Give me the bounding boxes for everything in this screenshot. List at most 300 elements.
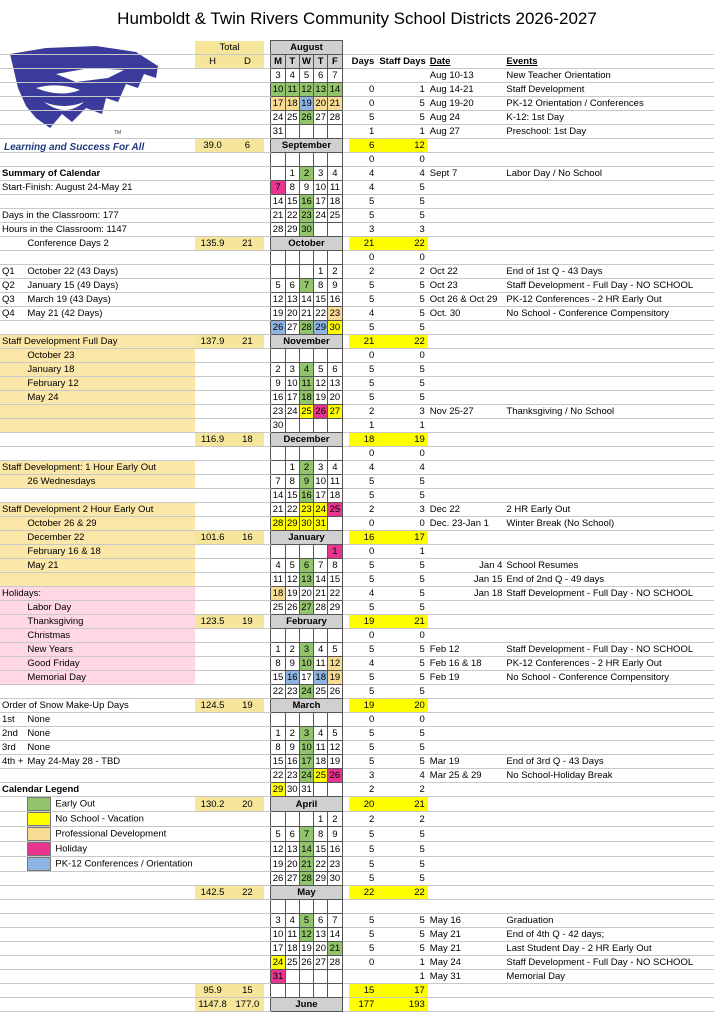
- day-cell: [314, 349, 328, 363]
- hours-total: 124.5: [195, 699, 231, 713]
- spacer: [264, 349, 271, 363]
- day-cell: [271, 713, 285, 727]
- day-cell: 26: [329, 686, 341, 697]
- days-total: 19: [230, 615, 264, 629]
- day-cell: 27: [286, 873, 298, 884]
- header-row: [0, 55, 714, 69]
- left-blank: [25, 956, 194, 970]
- day-cell: 18: [286, 98, 298, 109]
- staff-days-count: 5: [377, 377, 427, 391]
- event-date: [428, 615, 505, 629]
- day-cell: [285, 153, 299, 167]
- staff-days-count: 5: [377, 559, 427, 573]
- day-cell: 1: [285, 461, 299, 475]
- day-cell: 2: [328, 265, 342, 279]
- day-cell: 4: [314, 643, 328, 657]
- day-cell: 2: [328, 812, 342, 827]
- days-total: [230, 461, 264, 475]
- left-prefix: Q4: [0, 307, 25, 321]
- day-cell: [328, 970, 342, 984]
- day-cell: 9: [271, 377, 285, 391]
- spacer: [342, 377, 349, 391]
- days-count: 4: [349, 307, 378, 321]
- left-blank: [25, 900, 194, 914]
- event-description: No School-Holiday Break: [504, 769, 714, 783]
- day-cell: [299, 447, 313, 461]
- spacer: [342, 461, 349, 475]
- hours-total: [195, 643, 231, 657]
- day-cell: [328, 349, 342, 363]
- week-row: [0, 349, 714, 363]
- hours-total: [195, 685, 231, 699]
- legend-swatch: [27, 827, 51, 841]
- days-count: 5: [349, 914, 378, 928]
- hours-total: 142.5: [195, 886, 231, 900]
- days-total: [230, 657, 264, 671]
- day-cell: 23: [329, 858, 341, 870]
- left-label: Staff Development: 1 Hour Early Out: [0, 461, 195, 475]
- hours-total: [195, 391, 231, 405]
- spacer: [342, 755, 349, 769]
- day-cell: 23: [301, 504, 312, 515]
- days-count: 5: [349, 872, 378, 886]
- left-label: [25, 391, 194, 405]
- day-cell: 4: [285, 69, 299, 83]
- left-text: February 16 & 18: [27, 546, 101, 557]
- day-cell: [271, 167, 285, 181]
- day-cell: 19: [272, 308, 284, 319]
- event-date: [428, 153, 505, 167]
- h-header: H: [195, 55, 231, 69]
- staff-days-count: 1: [377, 419, 427, 433]
- days-total: [230, 111, 264, 125]
- spacer: [264, 914, 271, 928]
- days-count: 0: [349, 83, 378, 97]
- hours-total: 135.9: [195, 237, 231, 251]
- event-date: Sept 7: [428, 167, 505, 181]
- spacer: [264, 195, 271, 209]
- spacer: [342, 181, 349, 195]
- event-date: [428, 349, 505, 363]
- staff-days-count: 5: [377, 475, 427, 489]
- days-total: [230, 265, 264, 279]
- day-cell: 24: [301, 770, 312, 781]
- week-row: [0, 857, 714, 872]
- day-cell: 16: [329, 294, 341, 305]
- spacer: [264, 842, 271, 857]
- days-count: 22: [349, 886, 378, 900]
- hours-total: [195, 223, 231, 237]
- hours-total: [195, 307, 231, 321]
- staff-days-count: 4: [377, 167, 427, 181]
- day-cell: 17: [301, 756, 312, 767]
- day-cell: 28: [329, 112, 341, 123]
- left-label: [25, 293, 194, 307]
- spacer: [342, 769, 349, 783]
- days-count: 5: [349, 559, 378, 573]
- week-row: [0, 377, 714, 391]
- left-blank: [25, 872, 194, 886]
- day-cell: 1: [314, 265, 328, 279]
- day-cell: [328, 984, 342, 998]
- event-date: [428, 741, 505, 755]
- event-description: 2 HR Early Out: [504, 503, 714, 517]
- staff-days-count: 5: [377, 587, 427, 601]
- staff-days-count: 2: [377, 265, 427, 279]
- left-blank: [25, 984, 194, 998]
- spacer: [342, 601, 349, 615]
- days-count: 1: [349, 419, 378, 433]
- event-description: [504, 984, 714, 998]
- event-description: [504, 433, 714, 447]
- event-description: [504, 545, 714, 559]
- days-header: Days: [349, 55, 378, 69]
- left-label: Staff Development 2 Hour Early Out: [0, 503, 195, 517]
- left-prefix: [0, 531, 25, 545]
- days-count: 5: [349, 857, 378, 872]
- left-text: Thanksgiving: [27, 616, 84, 627]
- week-row: [0, 970, 714, 984]
- left-prefix: [0, 559, 25, 573]
- left-prefix: [0, 812, 25, 827]
- month-total-row: [0, 984, 714, 998]
- event-date: Jan 4: [428, 559, 505, 573]
- left-text: May 24-May 28 - TBD: [27, 756, 121, 767]
- days-total: [230, 223, 264, 237]
- event-date: [428, 713, 505, 727]
- day-cell: 27: [315, 957, 326, 968]
- spacer: [264, 573, 271, 587]
- day-cell: 27: [329, 406, 341, 417]
- left-blank: [0, 83, 25, 97]
- spacer: [264, 321, 271, 335]
- staff-days-count: 17: [377, 531, 427, 545]
- spacer: [264, 713, 271, 727]
- hours-total: [195, 265, 231, 279]
- day-cell: [299, 419, 313, 433]
- day-cell: 1: [285, 167, 299, 181]
- days-total: 20: [230, 797, 264, 812]
- day-cell: 28: [272, 518, 284, 529]
- days-count: 5: [349, 671, 378, 685]
- left-prefix: [0, 419, 25, 433]
- spacer: [342, 335, 349, 349]
- hours-total: [195, 125, 231, 139]
- day-cell: 10: [272, 929, 284, 940]
- hours-total: 39.0: [195, 139, 231, 153]
- spacer: [264, 83, 271, 97]
- left-prefix: [0, 405, 25, 419]
- spacer: [342, 195, 349, 209]
- day-cell: 12: [315, 378, 326, 389]
- hdr-blank: [377, 41, 427, 55]
- staff-days-count: 3: [377, 223, 427, 237]
- day-cell: 3: [314, 461, 328, 475]
- spacer: [264, 181, 271, 195]
- day-cell: [328, 713, 342, 727]
- days-total: 177.0: [230, 998, 264, 1012]
- event-description: [504, 363, 714, 377]
- week-row: [0, 671, 714, 685]
- left-prefix: [0, 237, 25, 251]
- hours-total: [195, 349, 231, 363]
- day-cell: 8: [271, 657, 285, 671]
- event-description: Staff Development - Full Day - NO SCHOOL: [504, 643, 714, 657]
- days-count: 4: [349, 461, 378, 475]
- days-total: [230, 489, 264, 503]
- event-date: Dec 22: [428, 503, 505, 517]
- left-prefix: 1st: [0, 713, 25, 727]
- days-count: [349, 69, 378, 83]
- days-total: [230, 928, 264, 942]
- week-row: [0, 812, 714, 827]
- day-cell: 19: [329, 756, 341, 767]
- event-description: [504, 447, 714, 461]
- day-cell: 13: [315, 84, 326, 95]
- left-label: [25, 573, 194, 587]
- left-blank: [25, 55, 194, 69]
- week-row: [0, 391, 714, 405]
- left-blank: [0, 970, 25, 984]
- days-total: [230, 419, 264, 433]
- week-row: [0, 629, 714, 643]
- hours-total: [195, 461, 231, 475]
- left-label: [25, 657, 194, 671]
- day-cell: 4: [328, 461, 342, 475]
- day-cell: 11: [328, 475, 342, 489]
- left-label: [25, 713, 194, 727]
- day-cell: [271, 153, 285, 167]
- month-total-row: [0, 531, 714, 545]
- event-description: Graduation: [504, 914, 714, 928]
- hours-total: 137.9: [195, 335, 231, 349]
- days-total: [230, 97, 264, 111]
- day-cell: 17: [301, 672, 312, 683]
- hours-total: [195, 69, 231, 83]
- left-blank: [0, 447, 25, 461]
- spacer: [342, 629, 349, 643]
- left-blank: [25, 998, 194, 1012]
- hours-total: [195, 111, 231, 125]
- day-cell: [299, 970, 313, 984]
- hours-total: [195, 857, 231, 872]
- event-description: [504, 335, 714, 349]
- days-total: [230, 671, 264, 685]
- left-prefix: [0, 671, 25, 685]
- staff-days-count: 5: [377, 195, 427, 209]
- days-total: [230, 900, 264, 914]
- left-label: [25, 842, 194, 857]
- left-text: May 21 (42 Days): [27, 308, 103, 319]
- week-row: [0, 827, 714, 842]
- left-text: Holiday: [55, 843, 88, 855]
- day-cell: [299, 545, 313, 559]
- spacer: [342, 265, 349, 279]
- left-blank: [0, 251, 25, 265]
- day-cell: 11: [285, 928, 299, 942]
- day-cell: 21: [329, 943, 341, 954]
- days-total: [230, 783, 264, 797]
- day-cell: 7: [299, 279, 313, 293]
- day-cell: [328, 223, 342, 237]
- month-total-row: [0, 433, 714, 447]
- days-count: 2: [349, 503, 378, 517]
- svg-text:TM: TM: [114, 130, 122, 136]
- day-cell: 12: [329, 658, 341, 669]
- spacer: [264, 489, 271, 503]
- days-count: 1: [349, 125, 378, 139]
- staff-days-count: 5: [377, 727, 427, 741]
- day-cell: 23: [286, 770, 298, 781]
- spacer: [264, 657, 271, 671]
- staff-days-count: 5: [377, 97, 427, 111]
- event-date: Mar 25 & 29: [428, 769, 505, 783]
- day-cell: [285, 251, 299, 265]
- hours-total: [195, 545, 231, 559]
- month-header: March: [271, 699, 342, 713]
- day-cell: 7: [328, 914, 342, 928]
- hours-total: [195, 83, 231, 97]
- week-row: [0, 601, 714, 615]
- day-cell: 25: [329, 504, 341, 515]
- hours-total: [195, 377, 231, 391]
- days-count: 19: [349, 615, 378, 629]
- left-blank: [0, 125, 25, 139]
- day-cell: 17: [272, 98, 284, 109]
- spacer: [264, 377, 271, 391]
- day-cell: 20: [301, 588, 312, 599]
- event-date: [428, 531, 505, 545]
- event-date: [428, 900, 505, 914]
- spacer: [342, 419, 349, 433]
- left-blank: [25, 153, 194, 167]
- day-cell: 10: [315, 476, 326, 487]
- staff-days-count: 22: [377, 335, 427, 349]
- day-cell: 5: [314, 363, 328, 377]
- spacer: [264, 629, 271, 643]
- month-header: August: [271, 41, 342, 55]
- week-row: [0, 769, 714, 783]
- left-label: [25, 629, 194, 643]
- days-count: 2: [349, 265, 378, 279]
- spacer: [264, 900, 271, 914]
- days-count: 5: [349, 842, 378, 857]
- days-total: [230, 293, 264, 307]
- event-date: [428, 489, 505, 503]
- spacer: [264, 827, 271, 842]
- event-date: Aug 27: [428, 125, 505, 139]
- event-description: [504, 531, 714, 545]
- day-cell: 3: [314, 167, 328, 181]
- week-row: [0, 195, 714, 209]
- left-blank: [0, 195, 25, 209]
- day-cell: [285, 419, 299, 433]
- left-label: [25, 517, 194, 531]
- spacer: [342, 69, 349, 83]
- left-blank: [0, 321, 25, 335]
- days-count: 0: [349, 956, 378, 970]
- event-date: Aug 19-20: [428, 97, 505, 111]
- hours-total: [195, 928, 231, 942]
- event-date: [428, 181, 505, 195]
- left-text: Christmas: [27, 630, 71, 641]
- days-count: 5: [349, 293, 378, 307]
- days-count: 5: [349, 601, 378, 615]
- hours-total: [195, 559, 231, 573]
- hours-total: 123.5: [195, 615, 231, 629]
- days-total: [230, 405, 264, 419]
- left-blank: [0, 69, 25, 83]
- day-cell: 6: [314, 69, 328, 83]
- staff-days-header: Staff Days: [379, 56, 426, 67]
- day-cell: 21: [301, 308, 312, 319]
- days-total: [230, 349, 264, 363]
- day-cell: [285, 629, 299, 643]
- hours-total: [195, 573, 231, 587]
- days-total: [230, 956, 264, 970]
- staff-days-count: 0: [377, 251, 427, 265]
- left-prefix: 2nd: [0, 727, 25, 741]
- staff-days-count: 5: [377, 489, 427, 503]
- day-cell: 25: [301, 406, 312, 417]
- day-cell: 3: [271, 69, 285, 83]
- left-blank: [25, 433, 194, 447]
- event-date: [428, 391, 505, 405]
- spacer: [342, 842, 349, 857]
- days-total: 16: [230, 531, 264, 545]
- week-row: [0, 643, 714, 657]
- event-date: [428, 377, 505, 391]
- day-cell: 13: [286, 294, 298, 305]
- day-cell: 9: [328, 279, 342, 293]
- weekday-header: F: [328, 55, 342, 69]
- day-cell: 15: [329, 574, 341, 585]
- month-total-row: [0, 998, 714, 1012]
- day-cell: 26: [301, 112, 312, 123]
- hours-total: [195, 942, 231, 956]
- week-row: [0, 461, 714, 475]
- day-cell: 14: [315, 574, 326, 585]
- hours-total: [195, 872, 231, 886]
- days-count: 16: [349, 531, 378, 545]
- days-total: 21: [230, 237, 264, 251]
- left-label: [25, 727, 194, 741]
- day-cell: 3: [299, 727, 313, 741]
- weekday-header: M: [271, 55, 285, 69]
- event-date: Oct. 30: [428, 307, 505, 321]
- left-prefix: Q2: [0, 279, 25, 293]
- spacer: [264, 956, 271, 970]
- spacer: [342, 139, 349, 153]
- spacer: [342, 587, 349, 601]
- day-cell: 12: [272, 843, 284, 855]
- left-label: [25, 265, 194, 279]
- spacer: [342, 405, 349, 419]
- day-cell: 7: [271, 475, 285, 489]
- week-row: [0, 559, 714, 573]
- day-cell: 10: [286, 378, 298, 389]
- day-cell: 28: [272, 224, 284, 235]
- total-header: Total: [195, 41, 265, 55]
- event-description: [504, 629, 714, 643]
- day-cell: 24: [272, 112, 284, 123]
- spacer: [264, 545, 271, 559]
- event-description: School Resumes: [504, 559, 714, 573]
- days-count: 21: [349, 237, 378, 251]
- days-count: [349, 970, 378, 984]
- hours-total: [195, 251, 231, 265]
- staff-days-count: 5: [377, 942, 427, 956]
